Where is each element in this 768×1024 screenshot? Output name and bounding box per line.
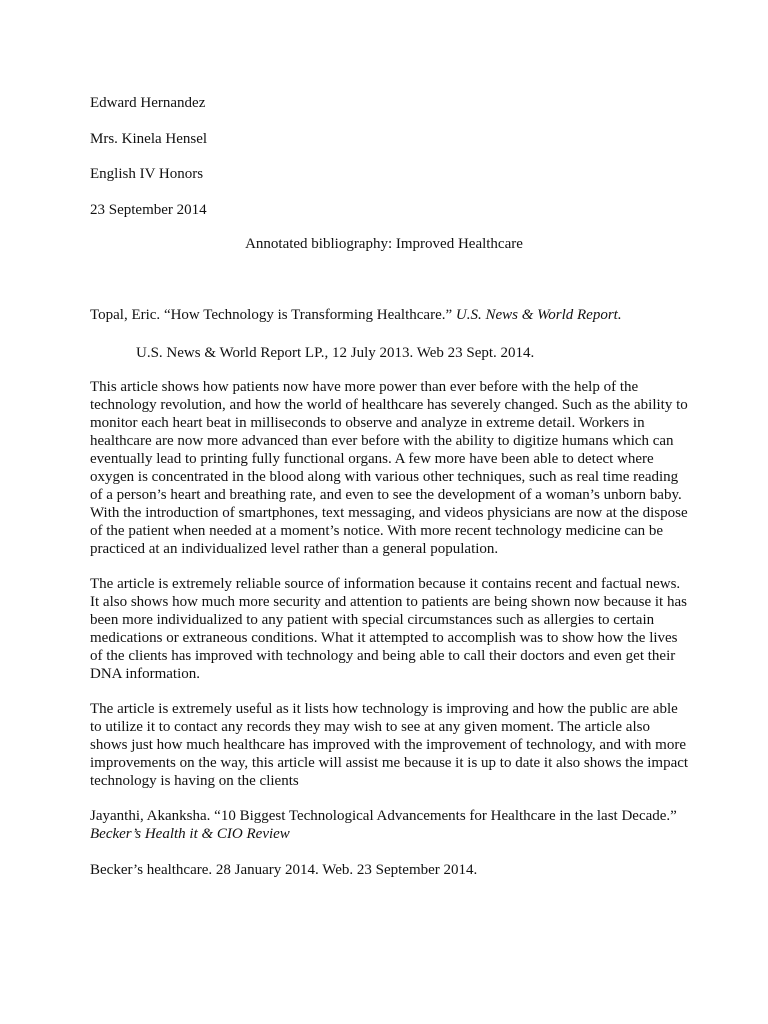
student-name: Edward Hernandez bbox=[90, 95, 206, 111]
citation-2 bbox=[90, 807, 690, 843]
citation-2-author: Jayanthi, Akanksha. bbox=[90, 808, 215, 824]
citation-1-publication: U.S. News & World Report. bbox=[455, 307, 622, 323]
annotation-paragraph-2: The article is extremely reliable source of information because it contains recent and factual news. It also shows how much more security and attention to patients are being shown now because it has been more individualized to any patient with special circumstances such as allergies to certain medications or extraneous conditions. What it attempted to accomplish was to show how the lives of the clients has improved with technology and being able to call their doctors and even get their DNA information. bbox=[90, 576, 687, 682]
document-title: Annotated bibliography: Improved Healthcare bbox=[245, 236, 523, 252]
citation-2-continuation: Becker’s healthcare. 28 January 2014. Web. 23 September 2014. bbox=[90, 862, 478, 878]
teacher-name: Mrs. Kinela Hensel bbox=[90, 131, 208, 147]
citation-1-article: “How Technology is Transforming Healthcare.” bbox=[163, 307, 456, 323]
annotation-paragraph-1: This article shows how patients now have more power than ever before with the help of the technology revolution, and how the world of healthcare has severely changed. Such as the ability to monitor each heart beat in milliseconds to observe and analyze in extreme detail. Workers in healthcare are now more advanced than ever before with the ability to digitize humans which can eventually lead to printing fully functional organs. A few more have been able to detect where oxygen is concentrated in the blood along with various other techniques, such as real time reading of a person’s heart and breathing rate, and even to see the development of a woman’s unborn baby. With the introduction of smartphones, text messaging, and videos physicians are now at the dispose of the patient when needed at a moment’s notice. With more recent technology medicine can be practiced at an individualized level rather than a general population. bbox=[90, 379, 688, 557]
document-date: 23 September 2014 bbox=[90, 202, 207, 218]
citation-1 bbox=[90, 306, 690, 324]
course-name: English IV Honors bbox=[90, 166, 204, 182]
citation-1-continuation: U.S. News & World Report LP., 12 July 2013. Web 23 Sept. 2014. bbox=[136, 345, 535, 361]
citation-2-publication: Becker’s Health it & CIO Review bbox=[90, 826, 290, 842]
annotation-paragraph-3: The article is extremely useful as it lists how technology is improving and how the public are able to utilize it to contact any records they may wish to see at any given moment. The article also shows just how much healthcare has improved with the improvement of technology, and with more improvements on the way, this article will assist me because it is up to date it also shows the impact technology is having on the clients bbox=[90, 701, 689, 789]
citation-2-article: “10 Biggest Technological Advancements for Healthcare in the last Decade.” bbox=[214, 808, 677, 824]
citation-1-author: Topal, Eric. bbox=[90, 307, 164, 323]
